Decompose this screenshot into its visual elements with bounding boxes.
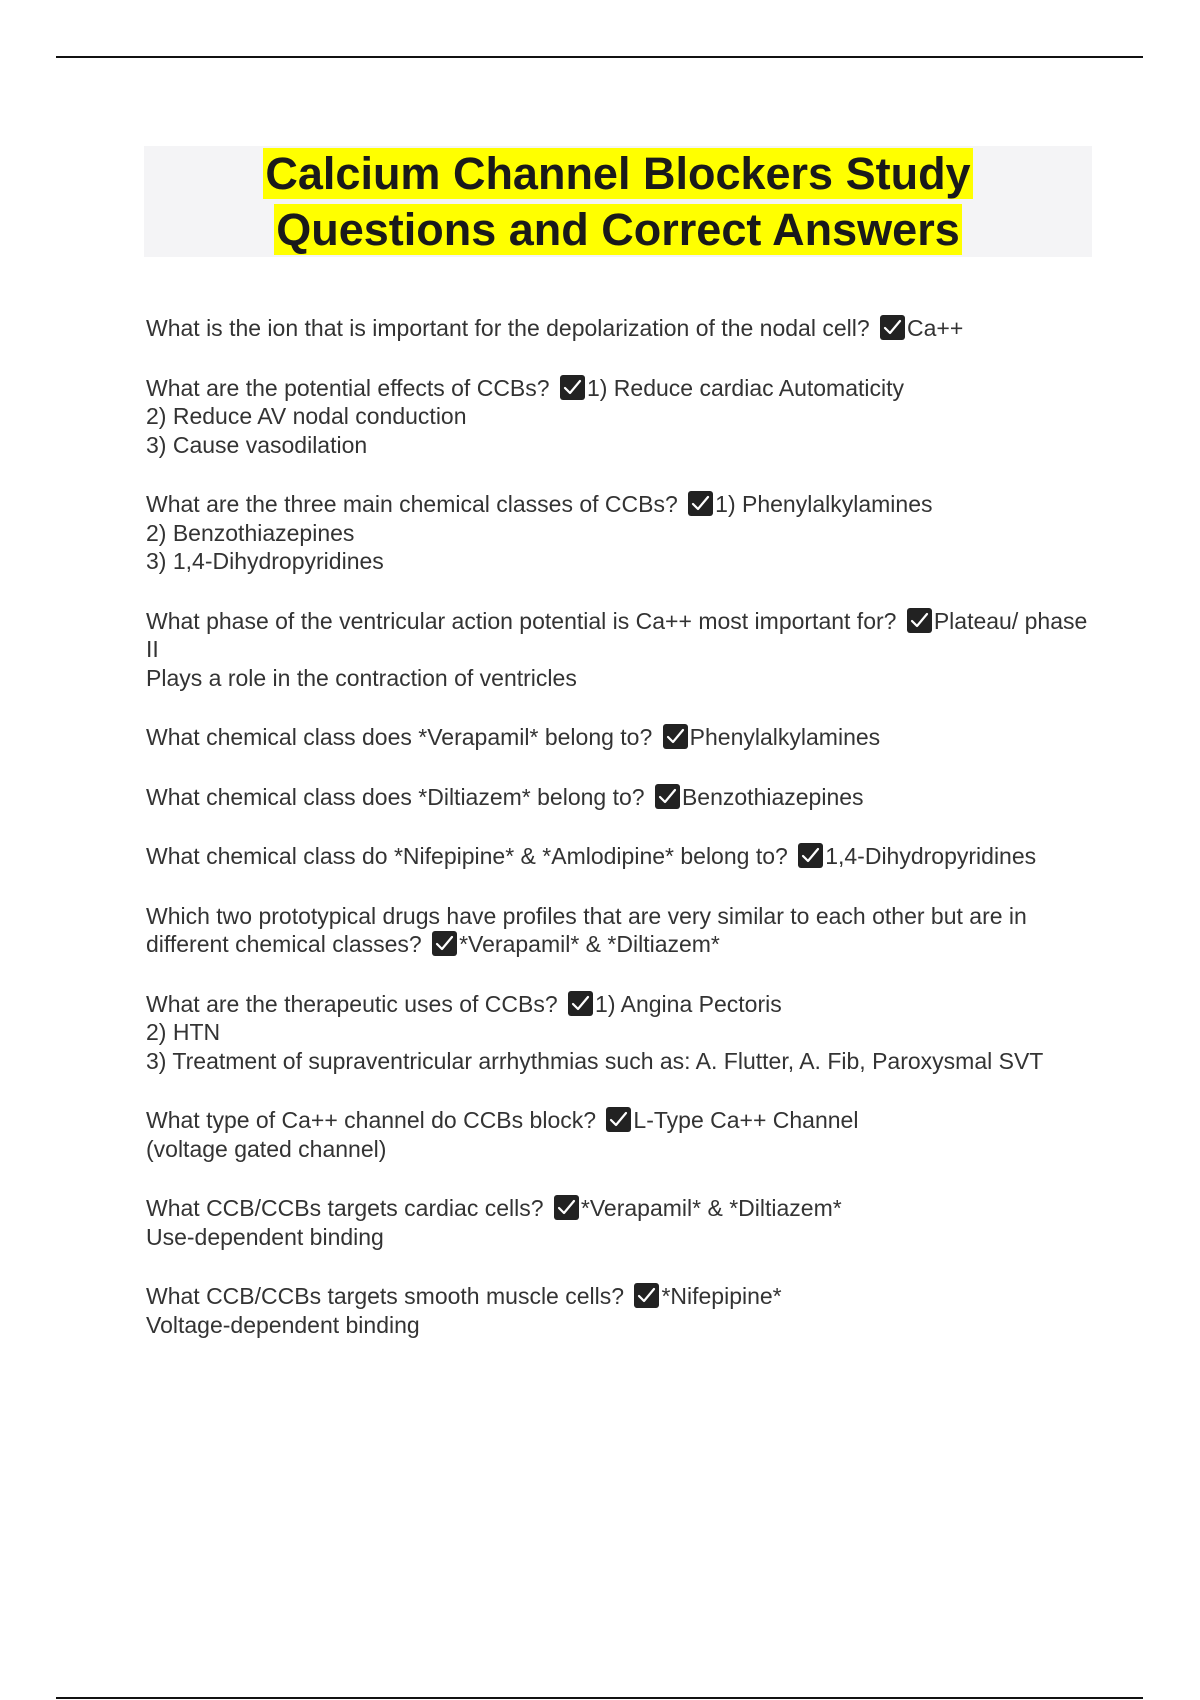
qa-item xyxy=(146,842,1096,871)
question-text: What are the three main chemical classes of CCBs? xyxy=(146,491,678,517)
answer-continuation: Use-dependent binding xyxy=(146,1223,384,1250)
question-text: What CCB/CCBs targets cardiac cells? xyxy=(146,1195,544,1221)
check-mark-icon xyxy=(907,608,932,633)
answer-text: Ca++ xyxy=(907,315,964,341)
answer-continuation: Plays a role in the contraction of ventricles xyxy=(146,664,577,691)
answer-continuation: 2) HTN xyxy=(146,1019,221,1045)
answer-text: 1) Angina Pectoris xyxy=(595,990,782,1017)
check-mark-icon xyxy=(432,931,457,956)
check-mark-icon xyxy=(554,1195,579,1220)
answer-text: *Verapamil* & *Diltiazem* xyxy=(459,931,720,957)
qa-item xyxy=(146,990,1096,1076)
bottom-rule xyxy=(56,1697,1143,1699)
check-mark-icon xyxy=(560,375,585,400)
question-text: What type of Ca++ channel do CCBs block? xyxy=(146,1107,597,1133)
answer-continuation: 3) Cause vasodilation xyxy=(146,431,368,458)
qa-item xyxy=(146,607,1096,693)
answer-continuation: 3) 1,4-Dihydropyridines xyxy=(146,548,384,574)
answer-continuation: 2) Benzothiazepines xyxy=(146,519,355,546)
question-text: What chemical class do *Nifepipine* & *Amlodipine* belong to? xyxy=(146,843,788,869)
top-rule xyxy=(56,56,1143,58)
check-mark-icon xyxy=(634,1283,659,1308)
check-mark-icon xyxy=(798,843,823,868)
qa-item xyxy=(146,723,1096,752)
page-title xyxy=(144,146,1092,258)
question-text: What are the potential effects of CCBs? xyxy=(146,374,550,401)
answer-text: Phenylalkylamines xyxy=(689,724,881,750)
answer-continuation: Voltage-dependent binding xyxy=(146,1311,420,1338)
qa-item xyxy=(146,314,1096,343)
question-text: What chemical class does *Verapamil* belong to? xyxy=(146,724,653,750)
check-mark-icon xyxy=(880,315,905,340)
answer-continuation: (voltage gated channel) xyxy=(146,1135,387,1162)
answer-text: L-Type Ca++ Channel xyxy=(633,1107,859,1133)
question-text: Which two prototypical drugs have profiles that are very similar to each other but are in different chemical classes? xyxy=(146,902,1027,957)
answer-text: *Verapamil* & *Diltiazem* xyxy=(580,1195,842,1221)
qa-item xyxy=(146,1194,1096,1251)
title-line-2: Questions and Correct Answers xyxy=(276,204,960,255)
qa-item xyxy=(146,902,1096,959)
question-text: What is the ion that is important for the depolarization of the nodal cell? xyxy=(146,315,870,341)
answer-continuation: 3) Treatment of supraventricular arrhythmias such as: A. Flutter, A. Fib, Paroxysmal SVT xyxy=(146,1047,1044,1074)
title-line-1: Calcium Channel Blockers Study xyxy=(265,148,971,199)
check-mark-icon xyxy=(663,724,688,749)
qa-item xyxy=(146,783,1096,812)
check-mark-icon xyxy=(606,1107,631,1132)
answer-text: *Nifepipine* xyxy=(661,1283,782,1309)
qa-item xyxy=(146,1106,1096,1163)
qa-list xyxy=(146,314,1096,1370)
title-banner xyxy=(144,146,1092,257)
check-mark-icon xyxy=(688,491,713,516)
question-text: What phase of the ventricular action potential is Ca++ most important for? xyxy=(146,607,897,634)
answer-text: 1) Phenylalkylamines xyxy=(715,491,933,517)
qa-item xyxy=(146,490,1096,576)
qa-item xyxy=(146,1282,1096,1339)
answer-continuation: 2) Reduce AV nodal conduction xyxy=(146,403,467,429)
check-mark-icon xyxy=(655,784,680,809)
qa-item xyxy=(146,374,1096,460)
answer-text: 1,4-Dihydropyridines xyxy=(825,843,1037,869)
question-text: What CCB/CCBs targets smooth muscle cells? xyxy=(146,1283,625,1309)
question-text: What are the therapeutic uses of CCBs? xyxy=(146,990,558,1017)
answer-text: 1) Reduce cardiac Automaticity xyxy=(586,374,905,401)
answer-text: Plateau/ phase II xyxy=(146,607,1088,662)
check-mark-icon xyxy=(568,991,593,1016)
question-text: What chemical class does *Diltiazem* belong to? xyxy=(146,783,645,810)
answer-text: Benzothiazepines xyxy=(681,783,864,810)
